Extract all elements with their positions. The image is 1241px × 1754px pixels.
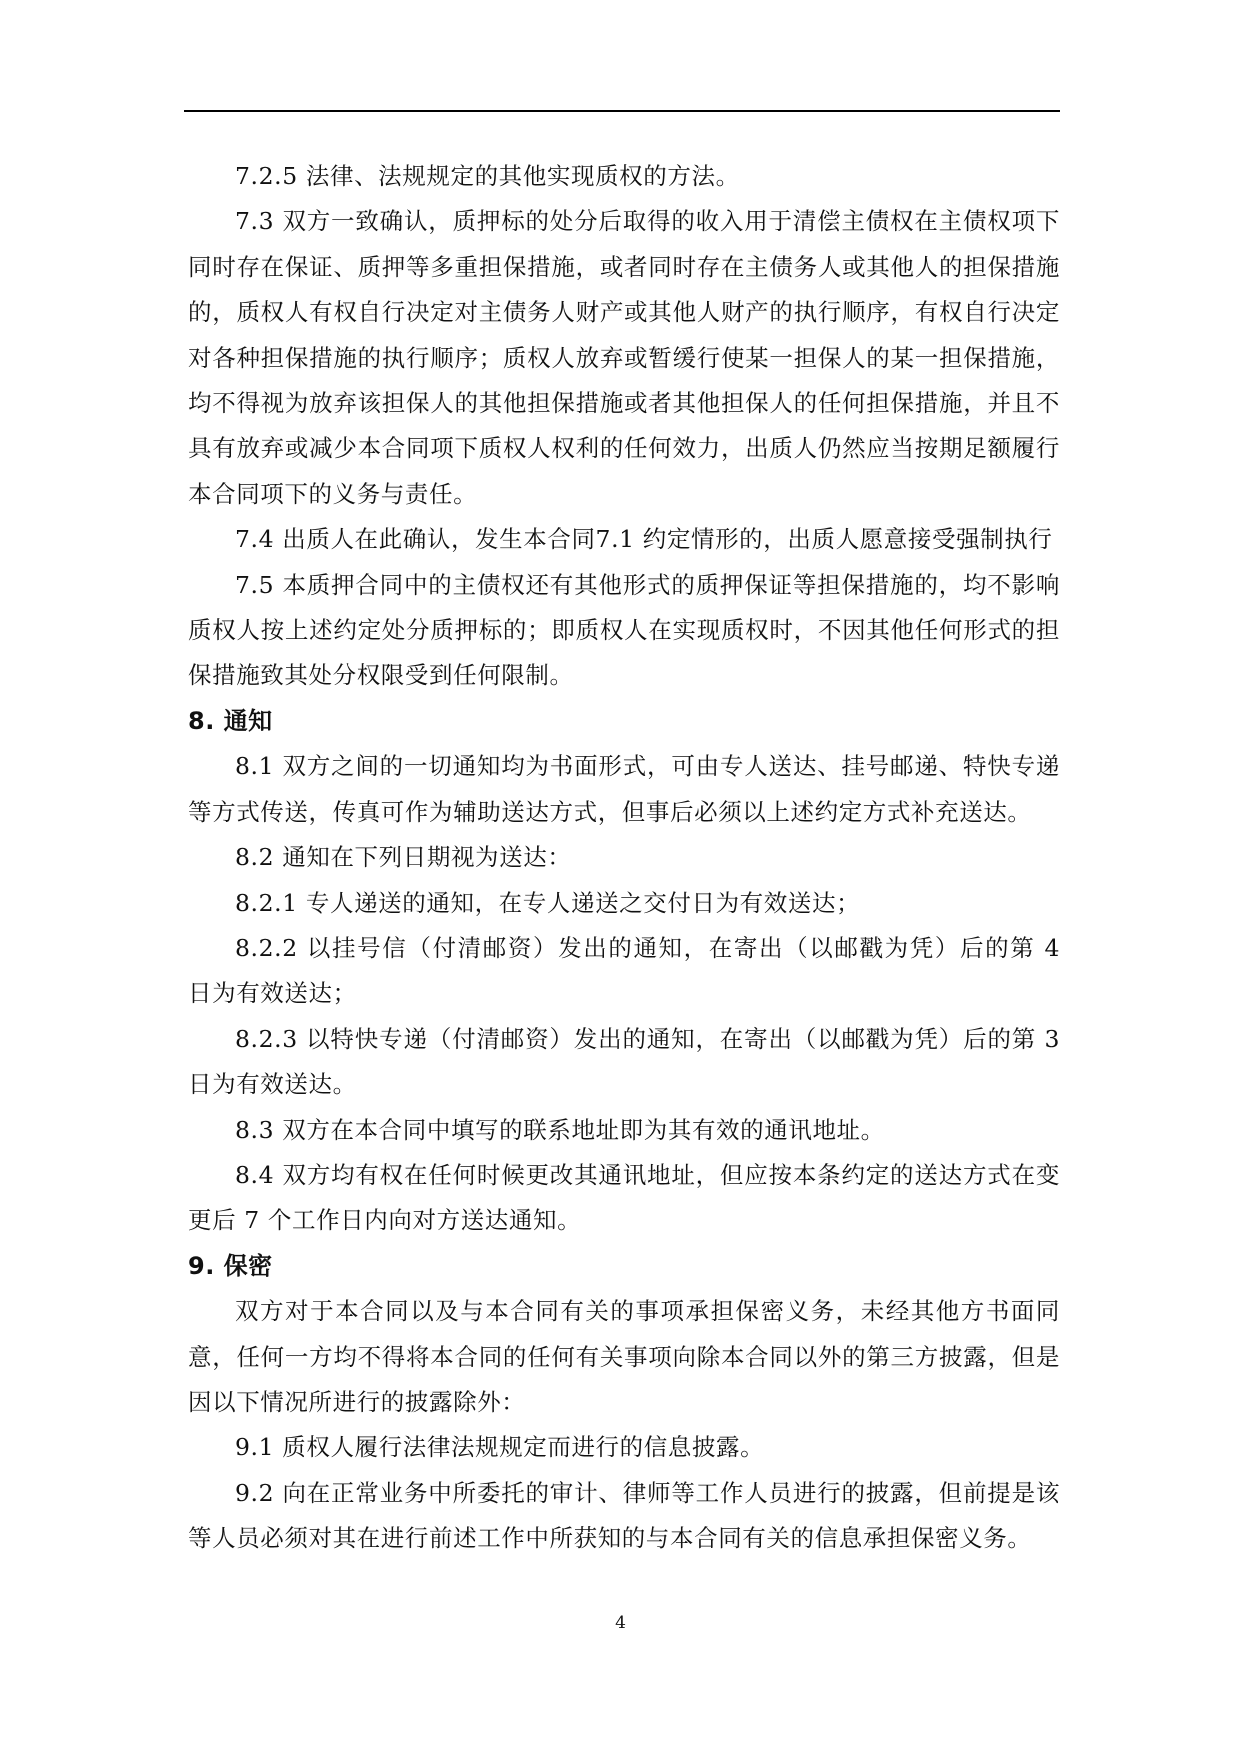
clause-7-2-5: 7.2.5 法律、法规规定的其他实现质权的方法。	[235, 162, 740, 190]
clause-8-3: 8.3 双方在本合同中填写的联系地址即为其有效的通讯地址。	[235, 1115, 885, 1144]
clause-7-4: 7.4 出质人在此确认，发生本合同7.1 约定情形的，出质人愿意接受强制执行	[235, 525, 1053, 554]
clause-9-1: 9.1 质权人履行法律法规规定而进行的信息披露。	[235, 1433, 765, 1462]
page-number: 4	[615, 1613, 626, 1633]
header-rule	[184, 110, 1060, 112]
clause-8-4: 8.4 双方均有权在任何时候更改其通讯地址，但应按本条约定的送达方式在变更后 7 个工作日内向对方送达通知。	[188, 1160, 1060, 1235]
document-body	[188, 154, 1060, 1562]
clause-9-2: 9.2 向在正常业务中所委托的审计、律师等工作人员进行的披露，但前提是该等人员必须对其在进行前述工作中所获知的与本合同有关的信息承担保密义务。	[188, 1478, 1060, 1553]
clause-8-2-1: 8.2.1 专人递送的通知，在专人递送之交付日为有效送达；	[235, 888, 861, 917]
clause-9-intro: 双方对于本合同以及与本合同有关的事项承担保密义务，未经其他方书面同意，任何一方均不得将本合同的任何有关事项向除本合同以外的第三方披露，但是因以下情况所进行的披露除外：	[188, 1297, 1060, 1416]
clause-8-2-2: 8.2.2 以挂号信（付清邮资）发出的通知，在寄出（以邮戳为凭）后的第 4 日为有效送达；	[188, 933, 1060, 1008]
clause-8-1: 8.1 双方之间的一切通知均为书面形式，可由专人送达、挂号邮递、特快专递等方式传送，传真可作为辅助送达方式，但事后必须以上述约定方式补充送达。	[188, 752, 1060, 826]
section-heading-confidentiality: 9. 保密	[188, 1251, 273, 1280]
clause-8-2-3: 8.2.3 以特快专递（付清邮资）发出的通知，在寄出（以邮戳为凭）后的第 3 日为有效送达。	[188, 1024, 1060, 1099]
clause-8-2: 8.2 通知在下列日期视为送达：	[235, 843, 572, 872]
clause-7-5: 7.5 本质押合同中的主债权还有其他形式的质押保证等担保措施的，均不影响质权人按上述约定处分质押标的；即质权人在实现质权时，不因其他任何形式的担保措施致其处分权限受到任何限制。	[188, 570, 1060, 690]
clause-7-3: 7.3 双方一致确认，质押标的处分后取得的收入用于清偿主债权在主债权项下同时存在保证、质押等多重担保措施，或者同时存在主债务人或其他人的担保措施的，质权人有权自行决定对主债务人财产或其他人财产的执行顺序，有权自行决定对各种担保措施的执行顺序；质权人放弃或暂缓行使某一担保人的某一担保措施，均不得视为放弃该担保人的其他担保措施或者其他担保人的任何担保措施，并且不具有放弃或减少本合同项下质权人权利的任何效力，出质人仍然应当按期足额履行本合同项下的义务与责任。	[188, 207, 1060, 508]
section-heading-notice: 8. 通知	[188, 706, 273, 735]
